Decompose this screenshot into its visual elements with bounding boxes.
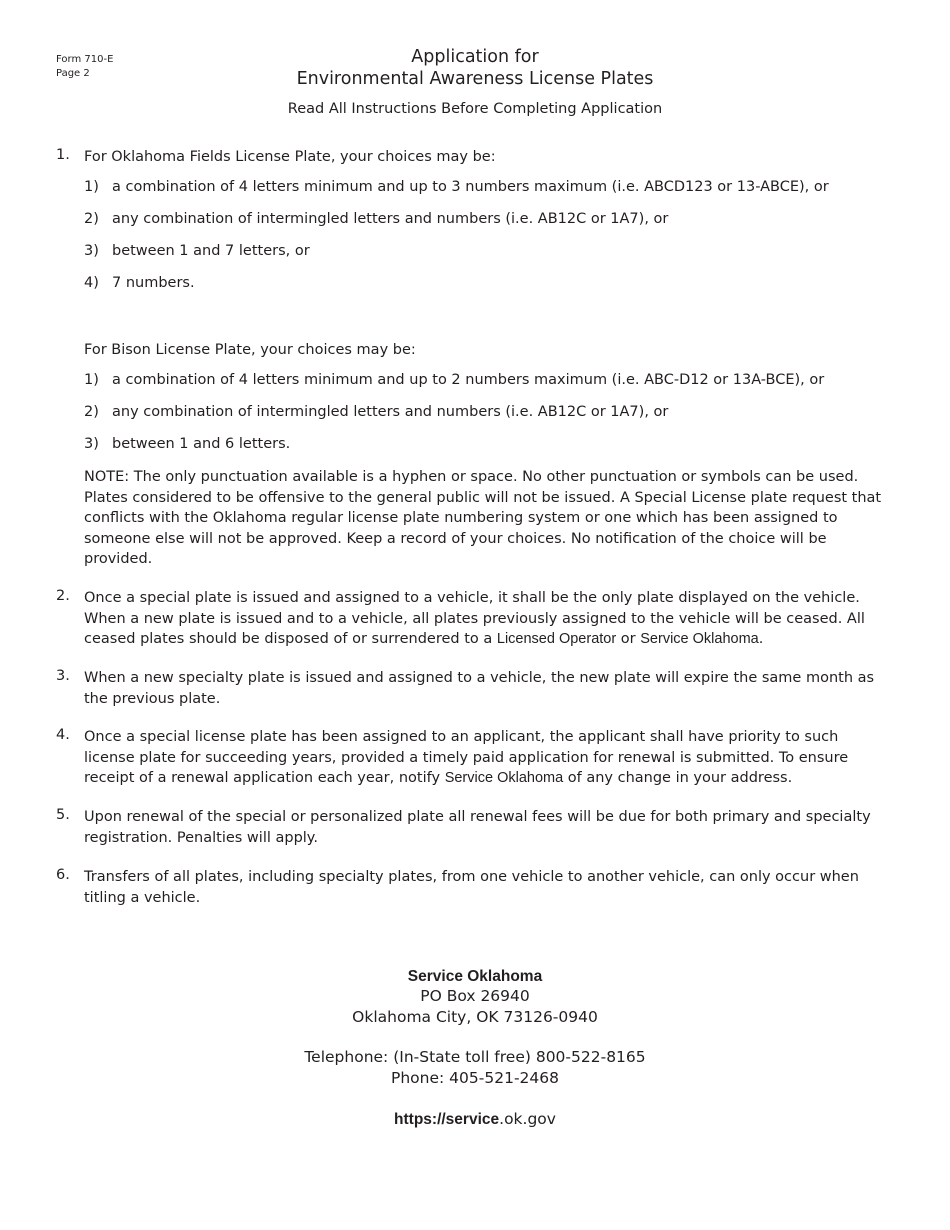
fields-choice-1-number: 1) [84, 179, 99, 195]
item-1-bison-intro: For Bison License Plate, your choices may be: [84, 342, 416, 358]
bison-choice-2: any combination of intermingled letters and numbers (i.e. AB12C or 1A7), or [112, 404, 669, 420]
website-link-rest[interactable]: .ok.gov [499, 1110, 556, 1128]
form-number-label: Form 710-E [56, 54, 114, 65]
item-5-text: Upon renewal of the special or personalized plate all renewal fees will be due for both primary and specialty registration. Penalties will apply. [84, 809, 871, 846]
item-5-number: 5. [56, 807, 70, 823]
fields-choice-2-number: 2) [84, 211, 99, 227]
contact-city: Oklahoma City, OK 73126-0940 [352, 1008, 598, 1026]
page-title-line1: Application for [411, 47, 539, 67]
item-6-text: Transfers of all plates, including specialty plates, from one vehicle to another vehicle, can only occur when titling a vehicle. [84, 869, 859, 906]
website-link[interactable] [0, 1109, 950, 1131]
website-link-bold[interactable]: https://service [394, 1111, 500, 1128]
bison-choice-1: a combination of 4 letters minimum and up to 2 numbers maximum (i.e. ABC-D12 or 13A-BCE), or [112, 372, 825, 388]
item-4-text [84, 727, 892, 789]
item-1-fields-intro: For Oklahoma Fields License Plate, your choices may be: [84, 149, 496, 165]
punctuation-note: NOTE: The only punctuation available is a hyphen or space. No other punctuation or symbols can be used. Plates considered to be offensive to the general public will not be issued. A Special License plate request that conflicts with the Oklahoma regular license plate numbering system or one which has been assigned to someone else will not be approved. Keep a record of your choices. No notification of the choice will be provided. [84, 469, 882, 567]
item-2-text-or: or [616, 631, 641, 647]
fields-choice-4-number: 4) [84, 275, 99, 291]
bison-choice-3-number: 3) [84, 436, 99, 452]
page-title-line2: Environmental Awareness License Plates [296, 69, 654, 89]
contact-po-box: PO Box 26940 [420, 987, 530, 1005]
fields-choice-3: between 1 and 7 letters, or [112, 243, 310, 259]
item-4-text-end: of any change in your address. [563, 770, 793, 786]
item-2-text-main: Once a special plate is issued and assigned to a vehicle, it shall be the only plate displayed on the vehicle. When a new plate is issued and to a vehicle, all plates previously assigned to the vehicle will be ceased. All ceased plates should be disposed of or surrendered to a [84, 590, 865, 647]
item-4-number: 4. [56, 727, 70, 743]
item-2-text [84, 588, 892, 650]
item-1-number: 1. [56, 147, 70, 163]
page-number: Page 2 [56, 68, 90, 79]
item-4-text-main: Once a special license plate has been assigned to an applicant, the applicant shall have priority to such license plate for succeeding years, provided a timely paid application for renewal is submitted. To ensure receipt of a renewal application each year, notify [84, 729, 849, 786]
item-3-number: 3. [56, 668, 70, 684]
instructions-subtitle: Read All Instructions Before Completing Application [287, 101, 663, 117]
service-oklahoma-text: Service Oklahoma [640, 631, 759, 647]
contact-org-name: Service Oklahoma [407, 968, 543, 985]
contact-phone: Phone: 405-521-2468 [391, 1069, 559, 1087]
licensed-operator-text: Licensed Operator [496, 631, 617, 647]
fields-choice-4: 7 numbers. [112, 275, 195, 291]
contact-org [0, 966, 950, 988]
fields-choice-2: any combination of intermingled letters and numbers (i.e. AB12C or 1A7), or [112, 211, 669, 227]
bison-choice-2-number: 2) [84, 404, 99, 420]
item-6-number: 6. [56, 867, 70, 883]
service-oklahoma-text: Service Oklahoma [444, 770, 564, 786]
item-3-text: When a new specialty plate is issued and assigned to a vehicle, the new plate will expire the same month as the previous plate. [84, 670, 875, 707]
bison-choice-1-number: 1) [84, 372, 99, 388]
fields-choice-1: a combination of 4 letters minimum and up to 3 numbers maximum (i.e. ABCD123 or 13-ABCE), or [112, 179, 829, 195]
item-2-text-end: . [758, 631, 764, 647]
contact-telephone: Telephone: (In-State toll free) 800-522-8165 [304, 1048, 646, 1066]
fields-choice-3-number: 3) [84, 243, 99, 259]
bison-choice-3: between 1 and 6 letters. [112, 436, 291, 452]
item-2-number: 2. [56, 588, 70, 604]
